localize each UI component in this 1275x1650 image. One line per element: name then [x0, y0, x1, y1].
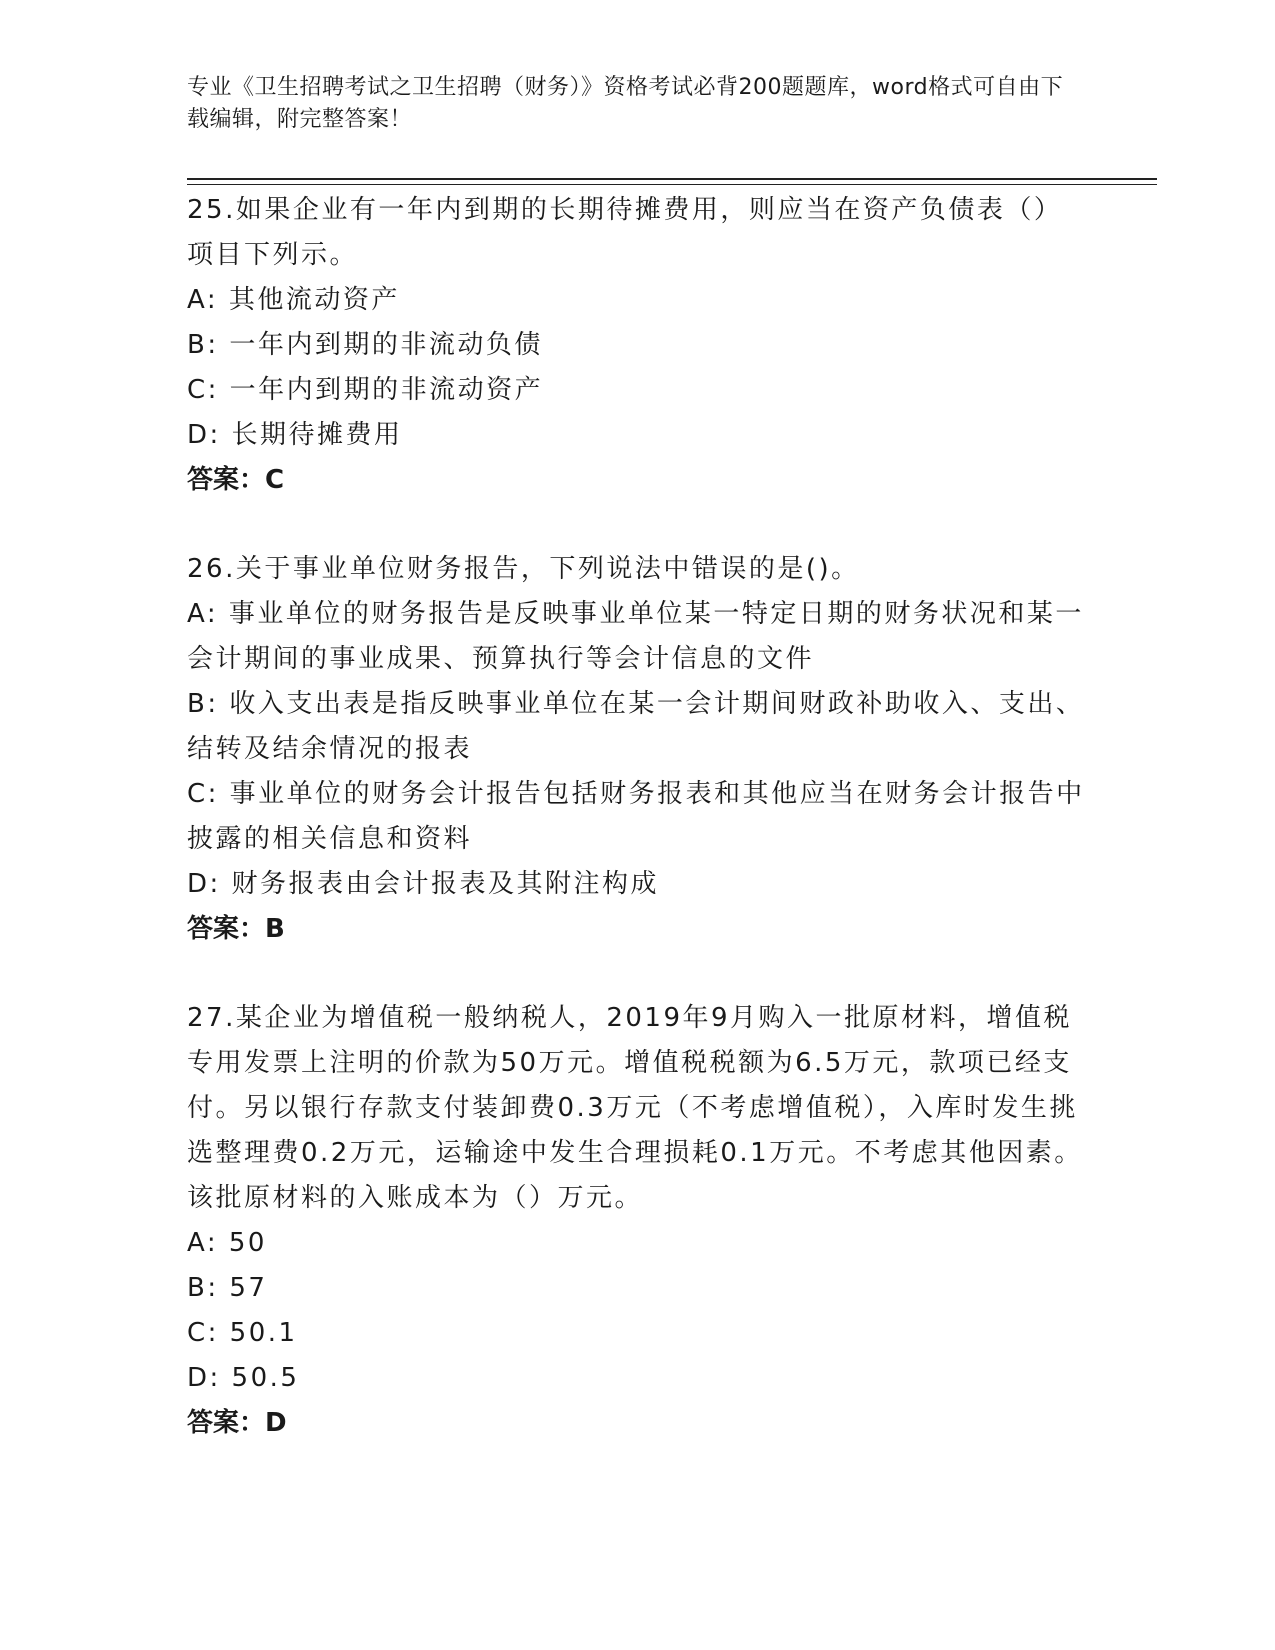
question-26 — [187, 547, 1087, 952]
option-a: A: 50 — [187, 1228, 267, 1258]
option-c: C: 50.1 — [187, 1318, 298, 1348]
header-divider-thin — [187, 184, 1157, 185]
answer-label: 答案：D — [187, 1408, 287, 1438]
answer-label: 答案：C — [187, 465, 285, 495]
document-header: 专业《卫生招聘考试之卫生招聘（财务）》资格考试必背200题题库，word格式可自由下载编辑，附完整答案！ — [187, 75, 1064, 132]
option-d: D: 长期待摊费用 — [187, 420, 403, 450]
header-divider-thick — [187, 178, 1157, 180]
answer-label: 答案：B — [187, 914, 285, 944]
question-list — [187, 188, 1087, 1492]
option-c: C: 事业单位的财务会计报告包括财务报表和其他应当在财务会计报告中披露的相关信息和资料 — [187, 779, 1085, 854]
option-d: D: 50.5 — [187, 1363, 300, 1393]
question-27 — [187, 996, 1087, 1446]
option-d: D: 财务报表由会计报表及其附注构成 — [187, 869, 660, 899]
question-stem: 27.某企业为增值税一般纳税人，2019年9月购入一批原材料，增值税专用发票上注明的价款为50万元。增值税税额为6.5万元，款项已经支付。另以银行存款支付装卸费0.3万元（不考虑增值税），入库时发生挑选整理费0.2万元，运输途中发生合理损耗0.1万元。不考虑其他因素。该批原材料的入账成本为（）万元。 — [187, 1003, 1083, 1213]
question-stem: 26.关于事业单位财务报告，下列说法中错误的是()。 — [187, 554, 860, 584]
option-b: B: 一年内到期的非流动负债 — [187, 330, 543, 360]
option-b: B: 57 — [187, 1273, 268, 1303]
option-b: B: 收入支出表是指反映事业单位在某一会计期间财政补助收入、支出、结转及结余情况的报表 — [187, 689, 1085, 764]
question-25 — [187, 188, 1087, 503]
option-c: C: 一年内到期的非流动资产 — [187, 375, 544, 405]
question-stem: 25.如果企业有一年内到期的长期待摊费用，则应当在资产负债表（）项目下列示。 — [187, 195, 1063, 270]
option-a: A: 事业单位的财务报告是反映事业单位某一特定日期的财务状况和某一会计期间的事业成果、预算执行等会计信息的文件 — [187, 599, 1084, 674]
option-a: A: 其他流动资产 — [187, 285, 400, 315]
